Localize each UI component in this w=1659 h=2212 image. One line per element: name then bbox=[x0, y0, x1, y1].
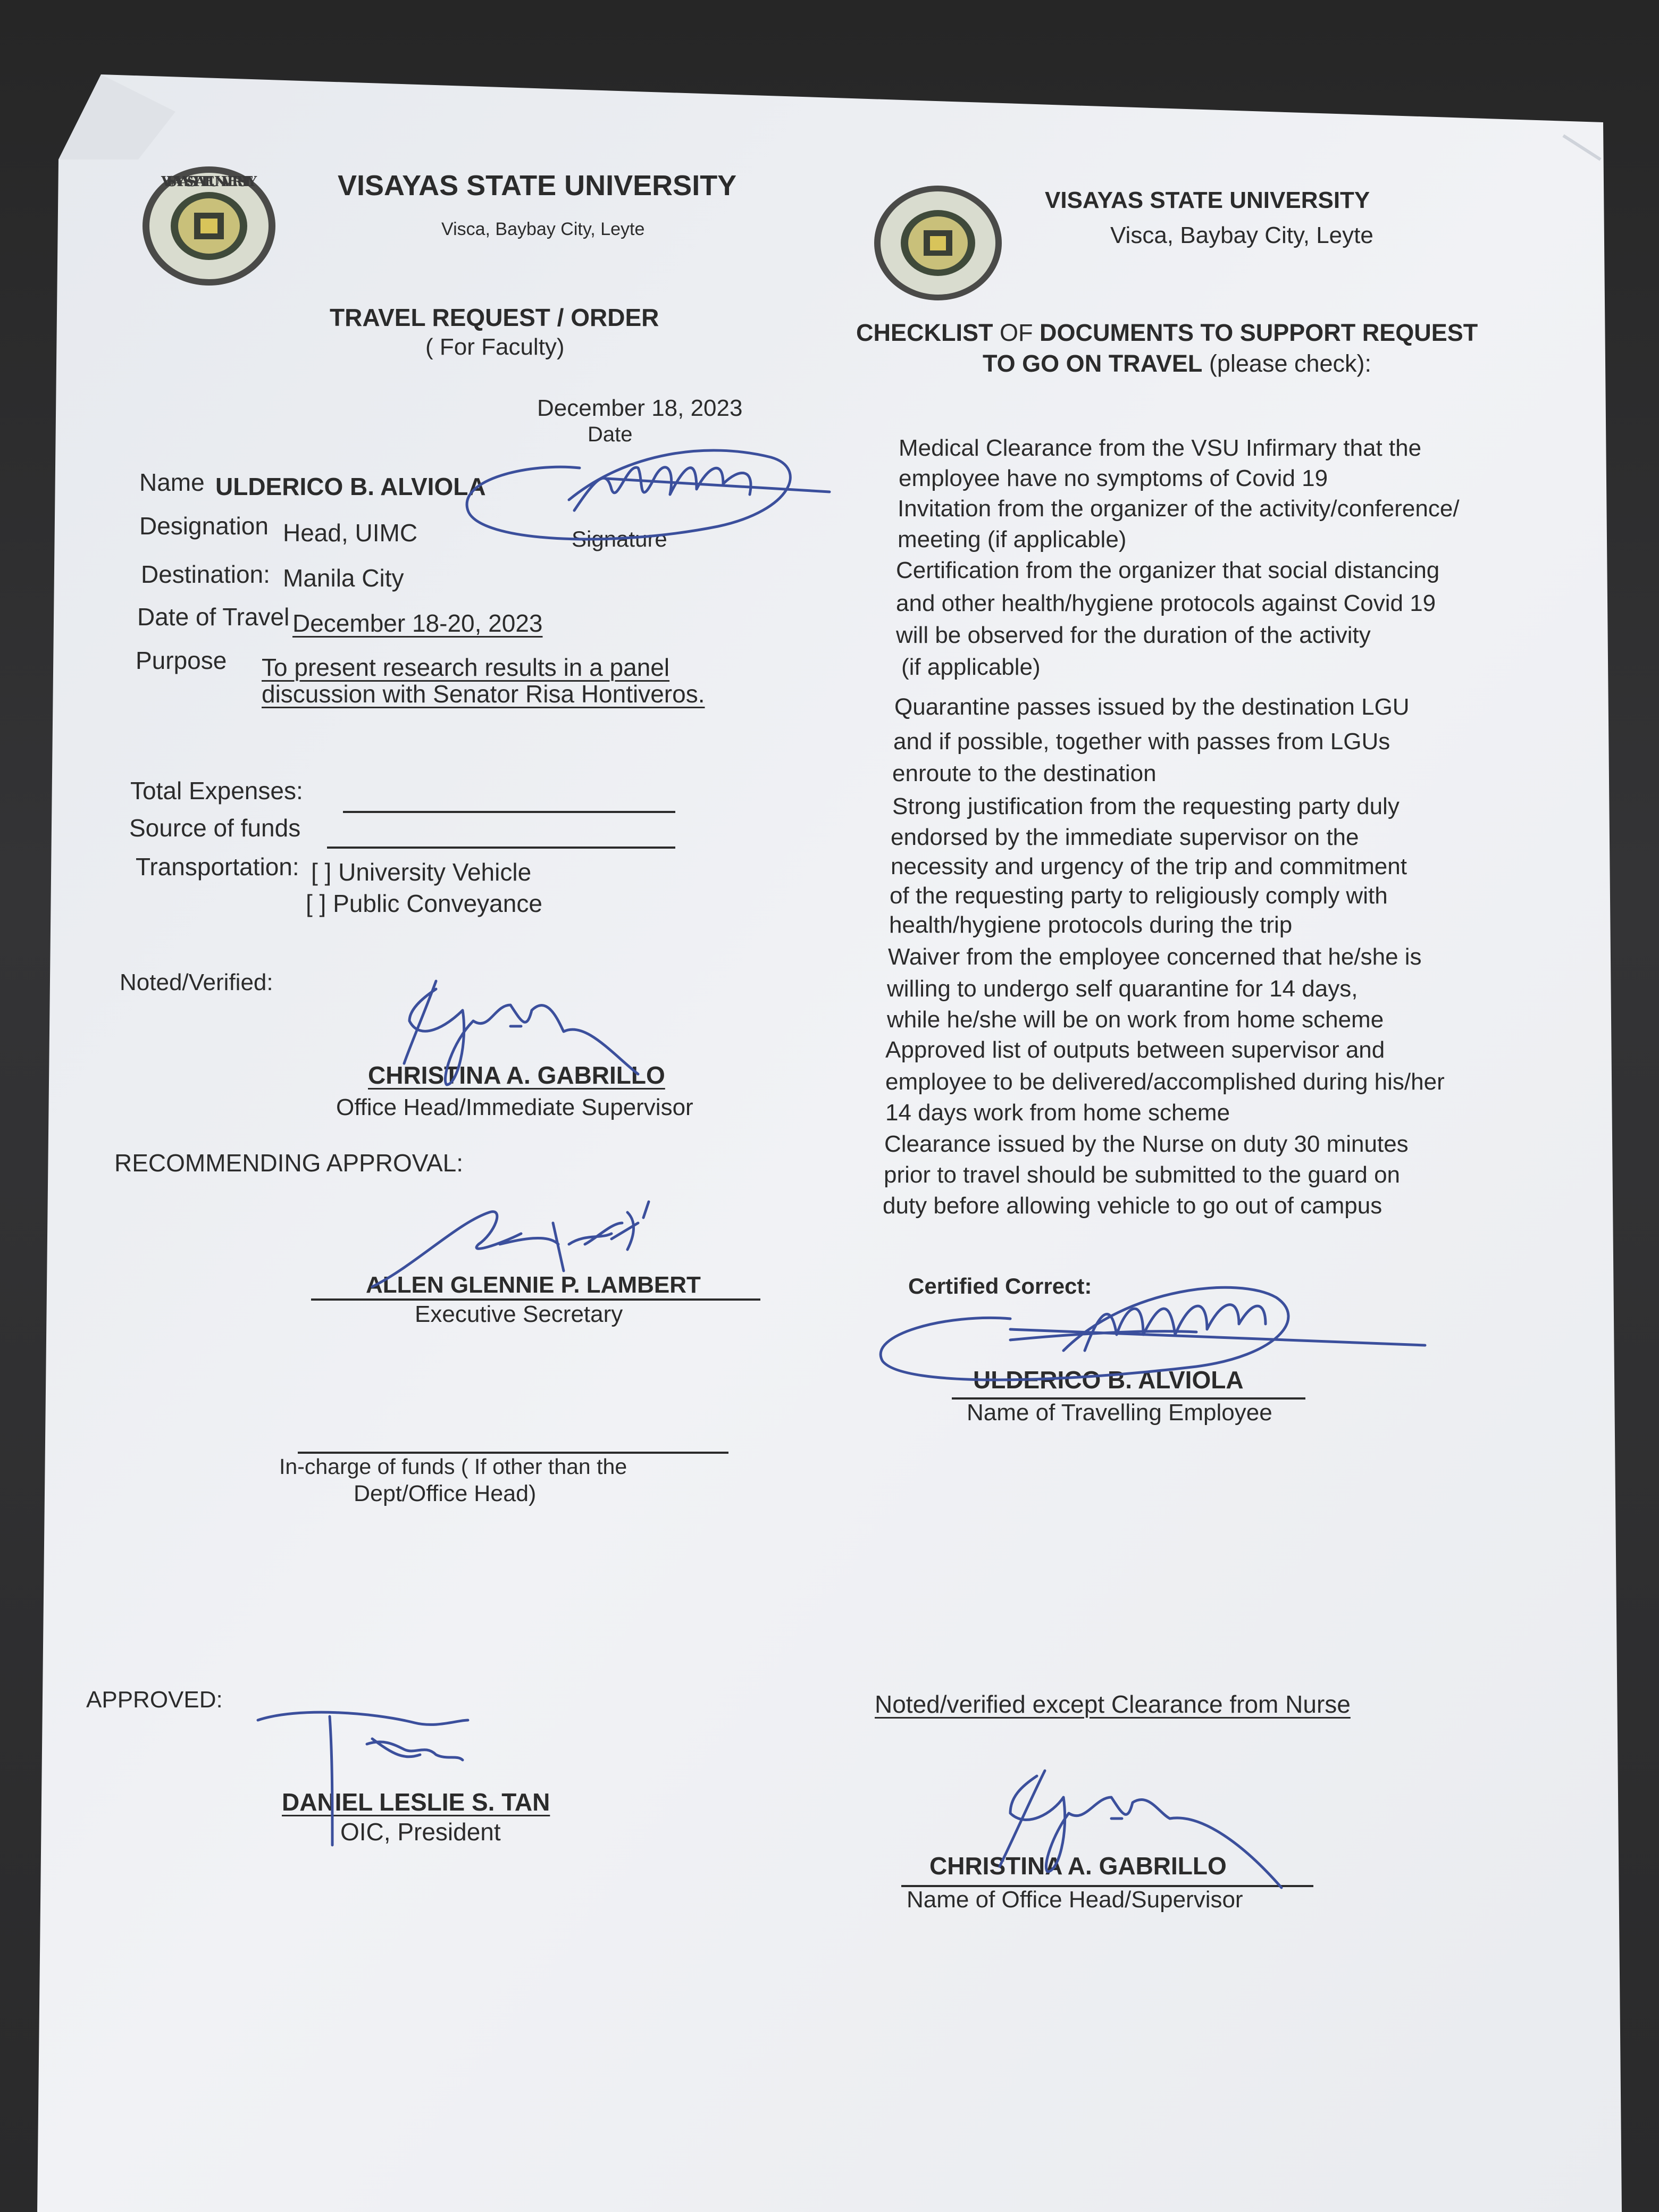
designation-value: Head, UIMC bbox=[283, 519, 418, 547]
transport-public-conveyance: [ ] Public Conveyance bbox=[306, 890, 542, 917]
supervisor-name: CHRISTINA A. GABRILLO bbox=[368, 1061, 665, 1089]
employee-name: ULDERICO B. ALVIOLA bbox=[973, 1366, 1244, 1394]
university-address-left: Visca, Baybay City, Leyte bbox=[441, 219, 645, 239]
university-address-right: Visca, Baybay City, Leyte bbox=[1110, 222, 1373, 248]
checklist-line: (if applicable) bbox=[901, 654, 1041, 680]
designation-label: Designation bbox=[139, 512, 269, 540]
president-title: OIC, President bbox=[340, 1818, 501, 1846]
checklist-line: and if possible, together with passes from LGUs bbox=[893, 728, 1390, 755]
checklist-line: willing to undergo self quarantine for 14 days, bbox=[887, 976, 1358, 1002]
checklist-please-check: (please check): bbox=[1209, 350, 1372, 377]
certified-correct-label: Certified Correct: bbox=[908, 1273, 1092, 1298]
approved-label: APPROVED: bbox=[86, 1687, 223, 1713]
checklist-line: 14 days work from home scheme bbox=[885, 1100, 1230, 1126]
name-label: Name bbox=[139, 468, 205, 496]
university-seal-left bbox=[141, 165, 279, 287]
checklist-line: necessity and urgency of the trip and commitment bbox=[891, 853, 1407, 879]
transportation-label: Transportation: bbox=[136, 853, 299, 881]
supervisor-title: Office Head/Immediate Supervisor bbox=[336, 1094, 693, 1120]
source-of-funds-line bbox=[327, 847, 675, 849]
checklist-line: employee have no symptoms of Covid 19 bbox=[899, 465, 1328, 491]
form-title: TRAVEL REQUEST / ORDER bbox=[330, 304, 659, 331]
checklist-line: enroute to the destination bbox=[892, 760, 1157, 786]
checklist-line: Medical Clearance from the VSU Infirmary that the bbox=[899, 435, 1422, 461]
checklist-heading-travel: TO GO ON TRAVEL bbox=[983, 350, 1203, 377]
checklist-line: of the requesting party to religiously comply with bbox=[890, 883, 1388, 909]
noted-verified-label: Noted/Verified: bbox=[120, 969, 273, 995]
checklist-line: endorsed by the immediate supervisor on the bbox=[891, 824, 1359, 850]
transport-university-vehicle: [ ] University Vehicle bbox=[311, 858, 532, 886]
checklist-line: and other health/hygiene protocols against Covid 19 bbox=[896, 590, 1436, 616]
date-of-travel-label: Date of Travel bbox=[137, 603, 290, 631]
signature-label: Signature bbox=[572, 526, 667, 551]
purpose-line-1: To present research results in a panel bbox=[262, 653, 670, 681]
funds-line bbox=[298, 1452, 728, 1454]
checklist-title-line-1 bbox=[856, 319, 1478, 347]
secretary-title: Executive Secretary bbox=[415, 1301, 623, 1327]
checklist-line: health/hygiene protocols during the trip bbox=[889, 912, 1293, 938]
seal-text: VISAYAS STATE UNIVERSITY bbox=[161, 174, 257, 190]
checklist-word: CHECKLIST bbox=[856, 319, 993, 346]
employee-title: Name of Travelling Employee bbox=[967, 1400, 1272, 1426]
date-label: Date bbox=[588, 423, 633, 446]
destination-label: Destination: bbox=[141, 560, 270, 588]
name-value: ULDERICO B. ALVIOLA bbox=[215, 473, 486, 500]
checklist-line: prior to travel should be submitted to the guard on bbox=[884, 1162, 1401, 1188]
president-name: DANIEL LESLIE S. TAN bbox=[282, 1788, 550, 1816]
checklist-line: Quarantine passes issued by the destination LGU bbox=[894, 694, 1410, 720]
checklist-line: Waiver from the employee concerned that he/she is bbox=[888, 944, 1422, 970]
purpose-line-2: discussion with Senator Risa Hontiveros. bbox=[262, 680, 705, 708]
university-name-left: VISAYAS STATE UNIVERSITY bbox=[338, 170, 737, 202]
checklist-line: Strong justification from the requesting party duly bbox=[892, 793, 1400, 819]
purpose-label: Purpose bbox=[136, 647, 227, 674]
checklist-line: Invitation from the organizer of the activity/conference/ bbox=[898, 496, 1460, 522]
secretary-name: ALLEN GLENNIE P. LAMBERT bbox=[366, 1272, 701, 1298]
request-date: December 18, 2023 bbox=[537, 395, 743, 421]
checklist-line: while he/she will be on work from home scheme bbox=[887, 1007, 1384, 1033]
total-expenses-line bbox=[343, 811, 675, 813]
nurse-clearance-note: Noted/verified except Clearance from Nurse bbox=[875, 1690, 1351, 1718]
total-expenses-label: Total Expenses: bbox=[130, 777, 303, 805]
checklist-line: Approved list of outputs between supervisor and bbox=[885, 1037, 1385, 1063]
recommending-approval-label: RECOMMENDING APPROVAL: bbox=[114, 1149, 464, 1177]
secretary-line bbox=[311, 1298, 760, 1301]
checklist-line: Certification from the organizer that social distancing bbox=[896, 557, 1440, 583]
checklist-heading-rest: DOCUMENTS TO SUPPORT REQUEST bbox=[1040, 319, 1478, 346]
checklist-title-line-2 bbox=[983, 350, 1371, 378]
checklist-line: meeting (if applicable) bbox=[898, 526, 1127, 552]
university-name-right: VISAYAS STATE UNIVERSITY bbox=[1045, 187, 1370, 213]
office-head-title: Name of Office Head/Supervisor bbox=[907, 1887, 1243, 1913]
funds-line-1: In-charge of funds ( If other than the bbox=[279, 1454, 627, 1479]
checklist-line: Clearance issued by the Nurse on duty 30 minutes bbox=[884, 1131, 1409, 1157]
source-of-funds-label: Source of funds bbox=[129, 814, 301, 842]
office-head-name: CHRISTINA A. GABRILLO bbox=[929, 1852, 1227, 1880]
checklist-line: duty before allowing vehicle to go out of campus bbox=[883, 1193, 1382, 1219]
destination-value: Manila City bbox=[283, 564, 404, 592]
date-of-travel-value: December 18-20, 2023 bbox=[292, 609, 543, 637]
form-subtitle: ( For Faculty) bbox=[425, 334, 565, 360]
university-seal-right bbox=[872, 183, 1005, 303]
funds-line-2: Dept/Office Head) bbox=[354, 1481, 537, 1506]
checklist-of-word: OF bbox=[1000, 319, 1033, 346]
checklist-line: employee to be delivered/accomplished during his/her bbox=[885, 1069, 1445, 1095]
checklist-line: will be observed for the duration of the activity bbox=[896, 622, 1371, 648]
